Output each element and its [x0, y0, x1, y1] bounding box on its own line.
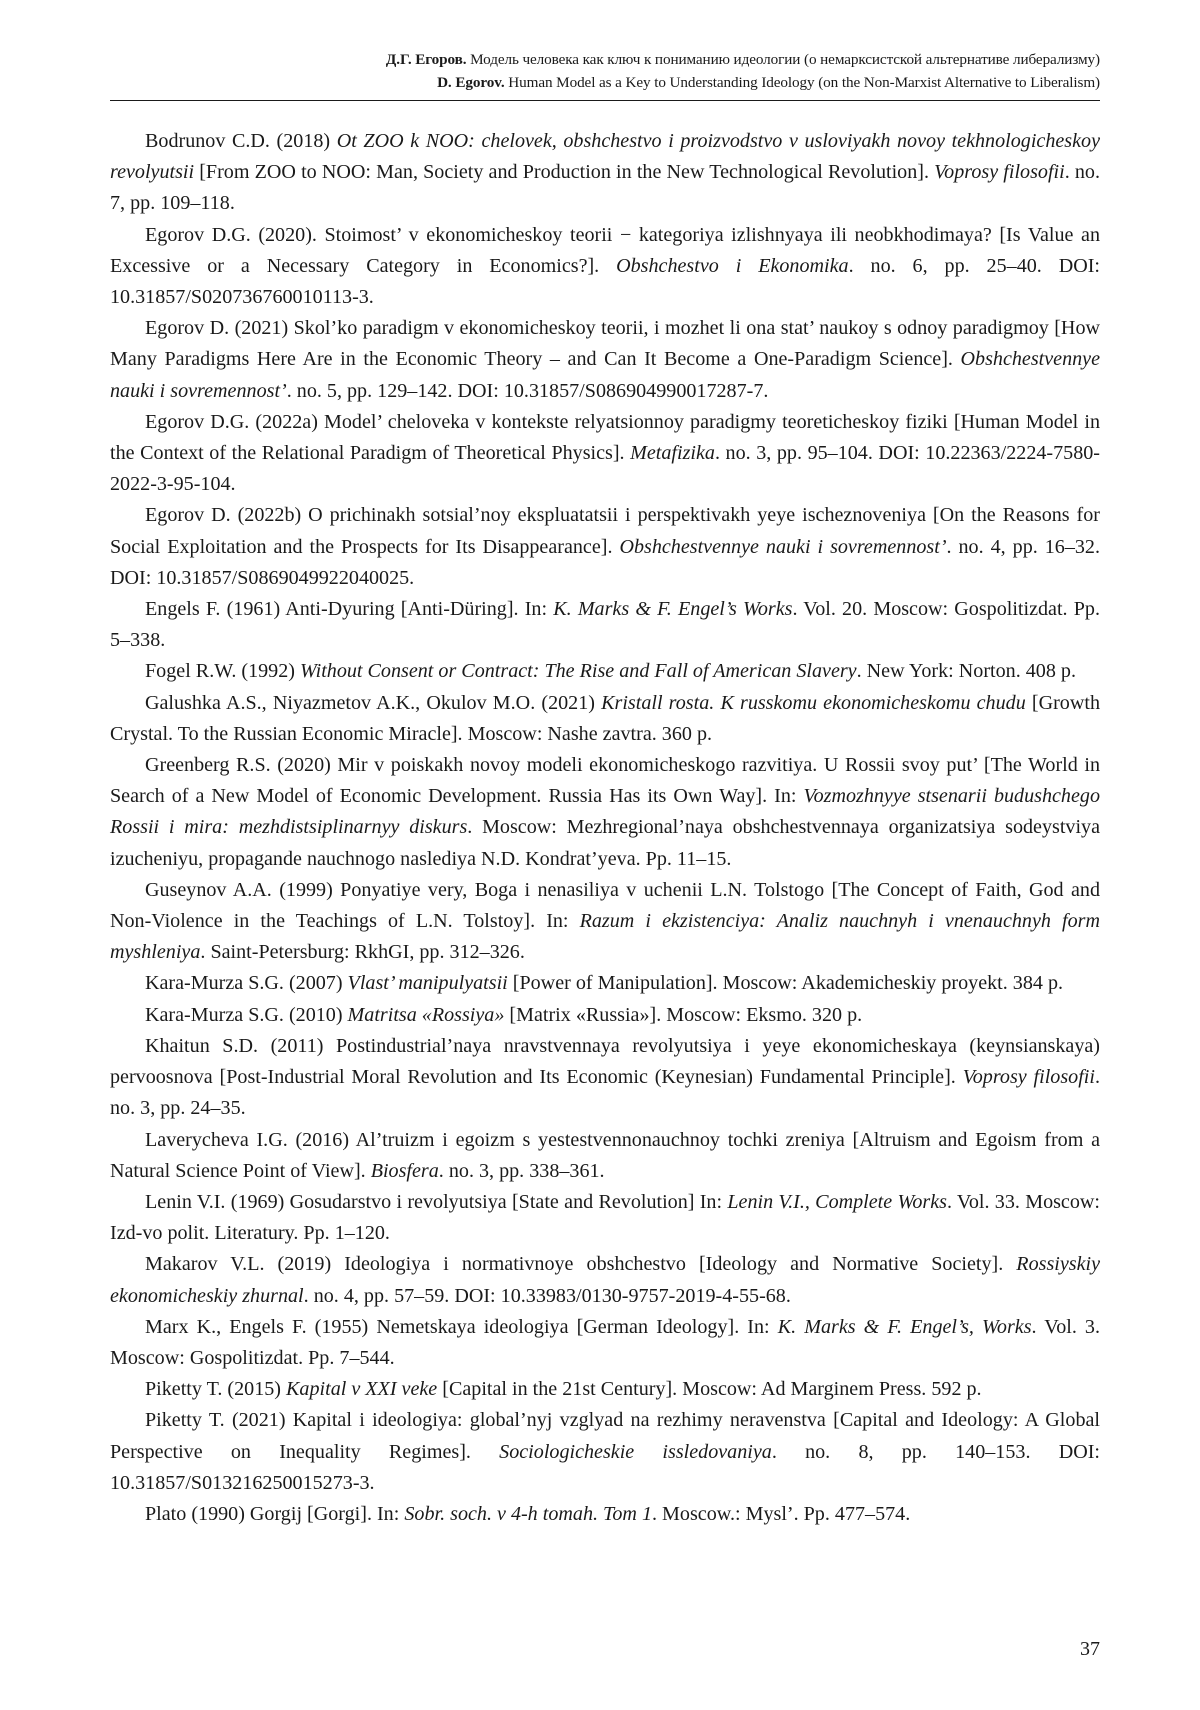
reference-title-italic: Without Consent or Contract: The Rise and Fall of American Slavery: [299, 660, 857, 683]
reference-title-italic: Biosfera: [370, 1159, 439, 1182]
running-header: [110, 48, 1100, 94]
reference-title-italic: Kapital v XXI veke: [286, 1378, 438, 1401]
reference-text: [From ZOO to NOO: Man, Society and Production in the New Technological Revolution].: [194, 161, 935, 184]
reference-title-italic: Ot ZOO k NOO: chelovek, obshchestvo i proizvodstvo v usloviyakh novoy tekhnologicheskoy revolyutsii: [110, 130, 1100, 184]
reference-title-italic: K. Marks & F. Engel’s, Works: [777, 1315, 1032, 1338]
header-divider: [110, 100, 1100, 101]
header-title-ru: Модель человека как ключ к пониманию идеологии (о немарксистской альтернативе либерализму): [466, 51, 1100, 68]
reference-text: . no. 4, pp. 16–32. DOI: 10.31857/S0869049922040025.: [110, 535, 1100, 589]
reference-title-italic: Vlast’ manipulyatsii: [347, 972, 508, 995]
reference-text: . Vol. 20. Moscow: Gospolitizdat. Pp. 5–338.: [110, 598, 1100, 652]
reference-text: . Moscow: Mezhregional’naya obshchestvennaya organizatsiya sodeystviya izucheniyu, propagande nauchnogo naslediya N.D. Kondrat’yeva. Pp. 11–15.: [110, 816, 1100, 870]
reference-text: . no. 3, pp. 95–104. DOI: 10.22363/2224-7580-2022-3-95-104.: [110, 442, 1100, 496]
reference-entry: [110, 407, 1100, 501]
reference-title-italic: Sociologicheskie issledovaniya: [499, 1440, 772, 1463]
reference-text: [Matrix «Russia»]. Moscow: Eksmo. 320 p.: [504, 1003, 863, 1026]
reference-title-italic: Voprosy filosofii: [934, 161, 1065, 184]
reference-text: Egorov D.G. (2020). Stoimost’ v ekonomicheskoy teorii − kategoriya izlishnyaya ili neobkhodimaya? [Is Value an Excessive or a Necessary Category in Economics?].: [110, 223, 1100, 277]
reference-title-italic: Vozmozhnyye stsenarii budushchego Rossii i mira: mezhdistsiplinarnyy diskurs: [110, 785, 1100, 839]
reference-entry: [110, 1031, 1100, 1125]
reference-title-italic: Kristall rosta. K russkomu ekonomicheskomu chudu: [601, 691, 1026, 714]
reference-title-italic: Matritsa «Rossiya»: [347, 1003, 505, 1026]
reference-list: [110, 126, 1100, 1530]
reference-title-italic: K. Marks & F. Engel’s Works: [553, 598, 793, 621]
reference-title-italic: Voprosy filosofii: [962, 1066, 1095, 1089]
reference-entry: [110, 594, 1100, 656]
reference-text: . no. 5, pp. 129–142. DOI: 10.31857/S086904990017287-7.: [286, 379, 769, 402]
reference-entry: [110, 1405, 1100, 1499]
reference-entry: [110, 688, 1100, 750]
reference-text: . no. 3, pp. 338–361.: [438, 1159, 605, 1182]
header-author-ru: Д.Г. Егоров.: [385, 51, 467, 68]
reference-text: Guseynov A.A. (1999) Ponyatiye very, Boga i nenasiliya v uchenii L.N. Tolstogo [The Concept of Faith, God and Non-Violence in the Teachings of L.N. Tolstoy]. In:: [110, 878, 1100, 933]
reference-text: Laverycheva I.G. (2016) Al’truizm i egoizm s yestestvennonauchnoy tochki zreniya [Altruism and Egoism from a Natural Science Point of View].: [110, 1128, 1100, 1182]
reference-title-italic: Obshchestvo i Ekonomika: [616, 254, 849, 277]
reference-text: Piketty T. (2015): [145, 1378, 287, 1401]
header-title-en: Human Model as a Key to Understanding Ideology (on the Non-Marxist Alternative to Liberalism): [504, 74, 1100, 91]
running-header-en: [110, 71, 1100, 94]
page-number: 37: [1080, 1638, 1100, 1660]
reference-entry: [110, 1000, 1100, 1031]
reference-title-italic: Lenin V.I., Complete Works: [727, 1190, 947, 1213]
reference-text: Egorov D.G. (2022a) Model’ cheloveka v kontekste relyatsionnoy paradigmy teoreticheskoy fiziki [Human Model in the Context of the Relational Paradigm of Theoretical Physics].: [110, 410, 1100, 465]
reference-text: . no. 7, pp. 109–118.: [110, 161, 1100, 215]
reference-title-italic: Rossiyskiy ekonomicheskiy zhurnal: [110, 1253, 1100, 1307]
reference-text: Kara-Murza S.G. (2007): [145, 972, 348, 995]
reference-entry: [110, 1374, 1100, 1405]
reference-entry: [110, 1312, 1100, 1374]
reference-entry: [110, 220, 1100, 314]
reference-entry: [110, 1499, 1100, 1530]
reference-text: . no. 4, pp. 57–59. DOI: 10.33983/0130-9757-2019-4-55-68.: [303, 1284, 791, 1307]
reference-entry: [110, 750, 1100, 875]
reference-text: Engels F. (1961) Anti-Dyuring [Anti-Düring]. In:: [145, 598, 554, 621]
reference-entry: [110, 1187, 1100, 1249]
reference-text: Kara-Murza S.G. (2010): [145, 1003, 348, 1026]
reference-text: Piketty T. (2021) Kapital i ideologiya: global’nyj vzglyad na rezhimy neravenstva [Capital and Ideology: A Global Perspective on Inequality Regimes].: [110, 1409, 1100, 1463]
reference-title-italic: Obshchestvennye nauki i sovremennost’: [110, 348, 1100, 402]
reference-entry: [110, 875, 1100, 969]
reference-text: . no. 3, pp. 24–35.: [110, 1066, 1100, 1120]
reference-text: Makarov V.L. (2019) Ideologiya i normativnoye obshchestvo [Ideology and Normative Society].: [145, 1253, 1017, 1276]
reference-text: Lenin V.I. (1969) Gosudarstvo i revolyutsiya [State and Revolution] In:: [145, 1190, 728, 1213]
reference-text: Greenberg R.S. (2020) Mir v poiskakh novoy modeli ekonomicheskogo razvitiya. U Rossii svoy put’ [The World in Search of a New Model of Economic Development. Russia Has its Own Way]. In:: [110, 754, 1100, 808]
reference-entry: [110, 968, 1100, 999]
reference-entry: [110, 126, 1100, 220]
reference-text: . Vol. 3. Moscow: Gospolitizdat. Pp. 7–544.: [110, 1315, 1100, 1369]
reference-text: [Growth Crystal. To the Russian Economic Miracle]. Moscow: Nashe zavtra. 360 p.: [110, 691, 1100, 745]
reference-title-italic: Sobr. soch. v 4-h tomah. Tom 1: [404, 1502, 652, 1525]
reference-title-italic: Razum i ekzistenciya: Analiz nauchnyh i vnenauchnyh form myshleniya: [110, 910, 1100, 964]
reference-entry: [110, 500, 1100, 594]
reference-text: Fogel R.W. (1992): [145, 660, 300, 683]
reference-text: Marx K., Engels F. (1955) Nemetskaya ideologiya [German Ideology]. In:: [145, 1315, 778, 1338]
reference-text: . Saint-Petersburg: RkhGI, pp. 312–326.: [200, 941, 525, 964]
reference-entry: [110, 1249, 1100, 1311]
reference-text: Galushka A.S., Niyazmetov A.K., Okulov M.O. (2021): [145, 691, 602, 714]
reference-entry: [110, 656, 1100, 687]
reference-text: Egorov D. (2021) Skol’ko paradigm v ekonomicheskoy teorii, i mozhet li ona stat’ naukoy s odnoy paradigmoy [How Many Paradigms Here Are in the Economic Theory – and Can It Become a One-Paradigm Science].: [110, 317, 1100, 371]
reference-title-italic: Obshchestvennye nauki i sovremennost’: [619, 535, 947, 558]
reference-text: Egorov D. (2022b) O prichinakh sotsial’noy ekspluatatsii i perspektivakh yeye ischeznoveniya [On the Reasons for Social Exploitation and the Prospects for Its Disappearance].: [110, 504, 1100, 558]
reference-text: Plato (1990) Gorgij [Gorgi]. In:: [145, 1502, 405, 1525]
reference-entry: [110, 313, 1100, 407]
reference-text: . no. 6, pp. 25–40. DOI: 10.31857/S020736760010113-3.: [110, 254, 1101, 309]
reference-text: . New York: Norton. 408 p.: [856, 660, 1076, 683]
reference-text: [Power of Manipulation]. Moscow: Akademicheskiy proyekt. 384 p.: [507, 972, 1064, 995]
running-header-ru: [110, 48, 1100, 71]
reference-text: . Moscow.: Mysl’. Pp. 477–574.: [652, 1502, 911, 1525]
reference-text: Khaitun S.D. (2011) Postindustrial’naya nravstvennaya revolyutsiya i yeye ekonomicheskaya (keynsianskaya) pervoosnova [Post-Industrial Moral Revolution and Its Economic (Keynesian) Fundamental Principle].: [110, 1034, 1100, 1089]
reference-entry: [110, 1125, 1100, 1187]
reference-text: . Vol. 33. Moscow: Izd-vo polit. Literatury. Pp. 1–120.: [110, 1190, 1100, 1245]
header-author-en: D. Egorov.: [437, 74, 505, 91]
reference-text: . no. 8, pp. 140–153. DOI: 10.31857/S013216250015273-3.: [110, 1440, 1100, 1494]
reference-text: Bodrunov C.D. (2018): [145, 130, 337, 152]
reference-title-italic: Metafizika: [630, 442, 715, 465]
reference-text: [Capital in the 21st Century]. Moscow: Ad Marginem Press. 592 p.: [437, 1378, 982, 1401]
